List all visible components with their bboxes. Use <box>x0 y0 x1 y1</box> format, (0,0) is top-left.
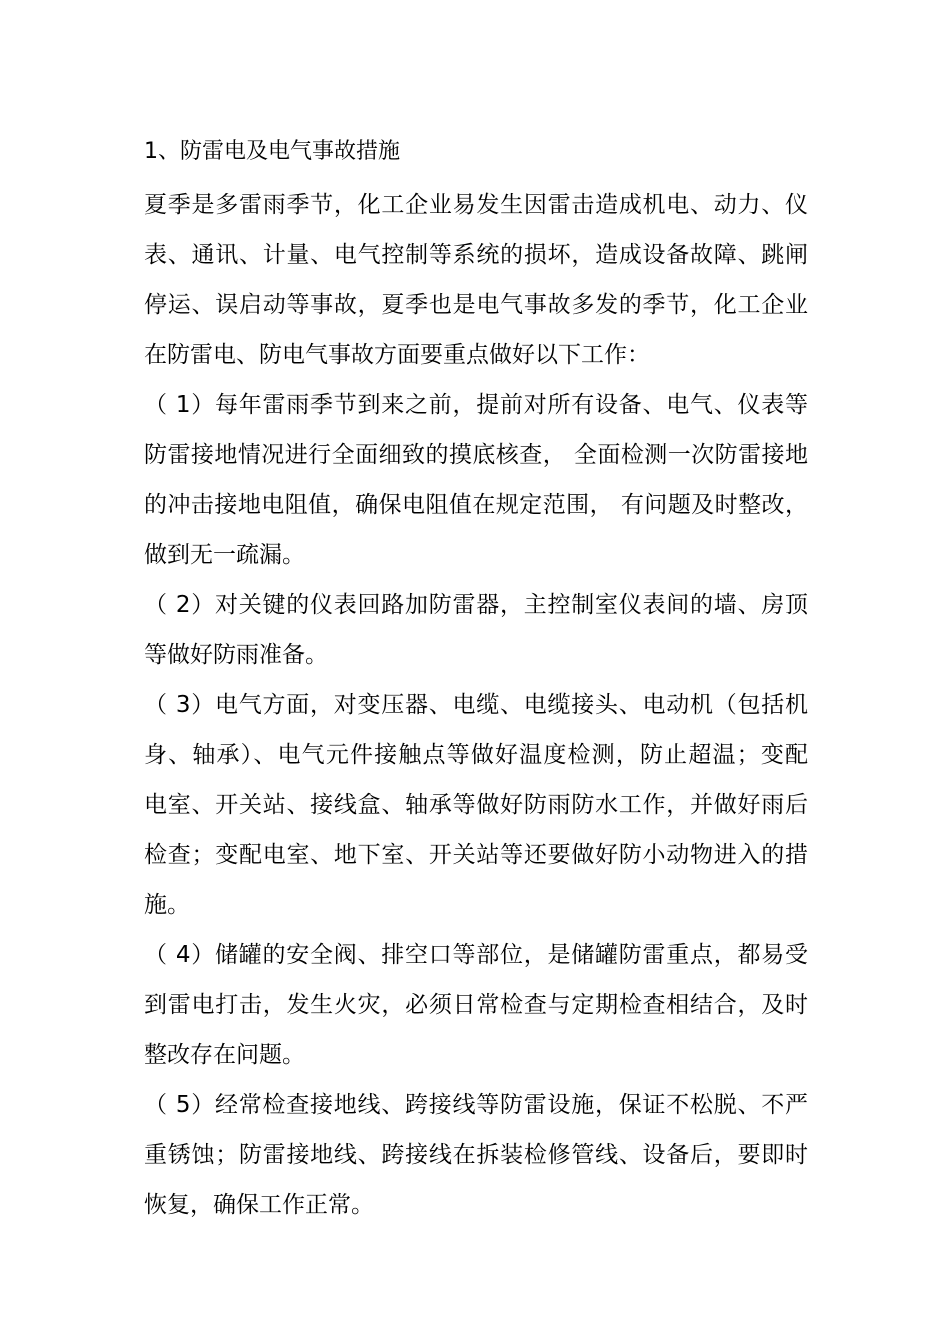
paragraph-item-3 <box>144 680 808 930</box>
document-body <box>144 130 808 1230</box>
text-line: 做到无一疏漏。 <box>144 542 305 568</box>
text-line: 到雷电打击，发生火灾，必须日常检查与定期检查相结合，及时 <box>144 992 808 1018</box>
text-line: （ 4）储罐的安全阀、排空口等部位，是储罐防雷重点，都易受 <box>144 942 808 968</box>
paragraph-intro <box>144 180 808 380</box>
text-line: 防雷接地情况进行全面细致的摸底核查， 全面检测一次防雷接地 <box>144 442 808 468</box>
text-line: （ 3）电气方面，对变压器、电缆、电缆接头、电动机（包括机 <box>144 692 808 718</box>
paragraph-item-4 <box>144 930 808 1080</box>
text-line: 停运、误启动等事故，夏季也是电气事故多发的季节，化工企业 <box>144 292 808 318</box>
text-line: 夏季是多雷雨季节，化工企业易发生因雷击造成机电、动力、仪 <box>144 192 808 218</box>
text-line: 重锈蚀；防雷接地线、跨接线在拆装检修管线、设备后，要即时 <box>144 1142 808 1168</box>
text-line: 等做好防雨准备。 <box>144 642 328 668</box>
text-line: 施。 <box>144 892 190 918</box>
text-line: 恢复，确保工作正常。 <box>144 1192 374 1218</box>
paragraph-item-2 <box>144 580 808 680</box>
text-line: 电室、开关站、接线盒、轴承等做好防雨防水工作，并做好雨后 <box>144 792 808 818</box>
text-line: 检查；变配电室、地下室、开关站等还要做好防小动物进入的措 <box>144 842 808 868</box>
paragraph-item-1 <box>144 380 808 580</box>
text-line: 表、通讯、计量、电气控制等系统的损坏，造成设备故障、跳闸 <box>144 242 808 268</box>
paragraph-item-5 <box>144 1080 808 1230</box>
text-line: （ 2）对关键的仪表回路加防雷器，主控制室仪表间的墙、房顶 <box>144 592 808 618</box>
text-line: 身、轴承）、电气元件接触点等做好温度检测，防止超温；变配 <box>144 742 808 768</box>
section-heading: 1、防雷电及电气事故措施 <box>144 139 400 164</box>
text-line: 的冲击接地电阻值，确保电阻值在规定范围， 有问题及时整改， <box>144 492 808 518</box>
text-line: 在防雷电、防电气事故方面要重点做好以下工作： <box>144 342 650 368</box>
text-line: （ 5）经常检查接地线、跨接线等防雷设施，保证不松脱、不严 <box>144 1092 808 1118</box>
text-line: 整改存在问题。 <box>144 1042 305 1068</box>
text-line: （ 1）每年雷雨季节到来之前，提前对所有设备、电气、仪表等 <box>144 392 808 418</box>
